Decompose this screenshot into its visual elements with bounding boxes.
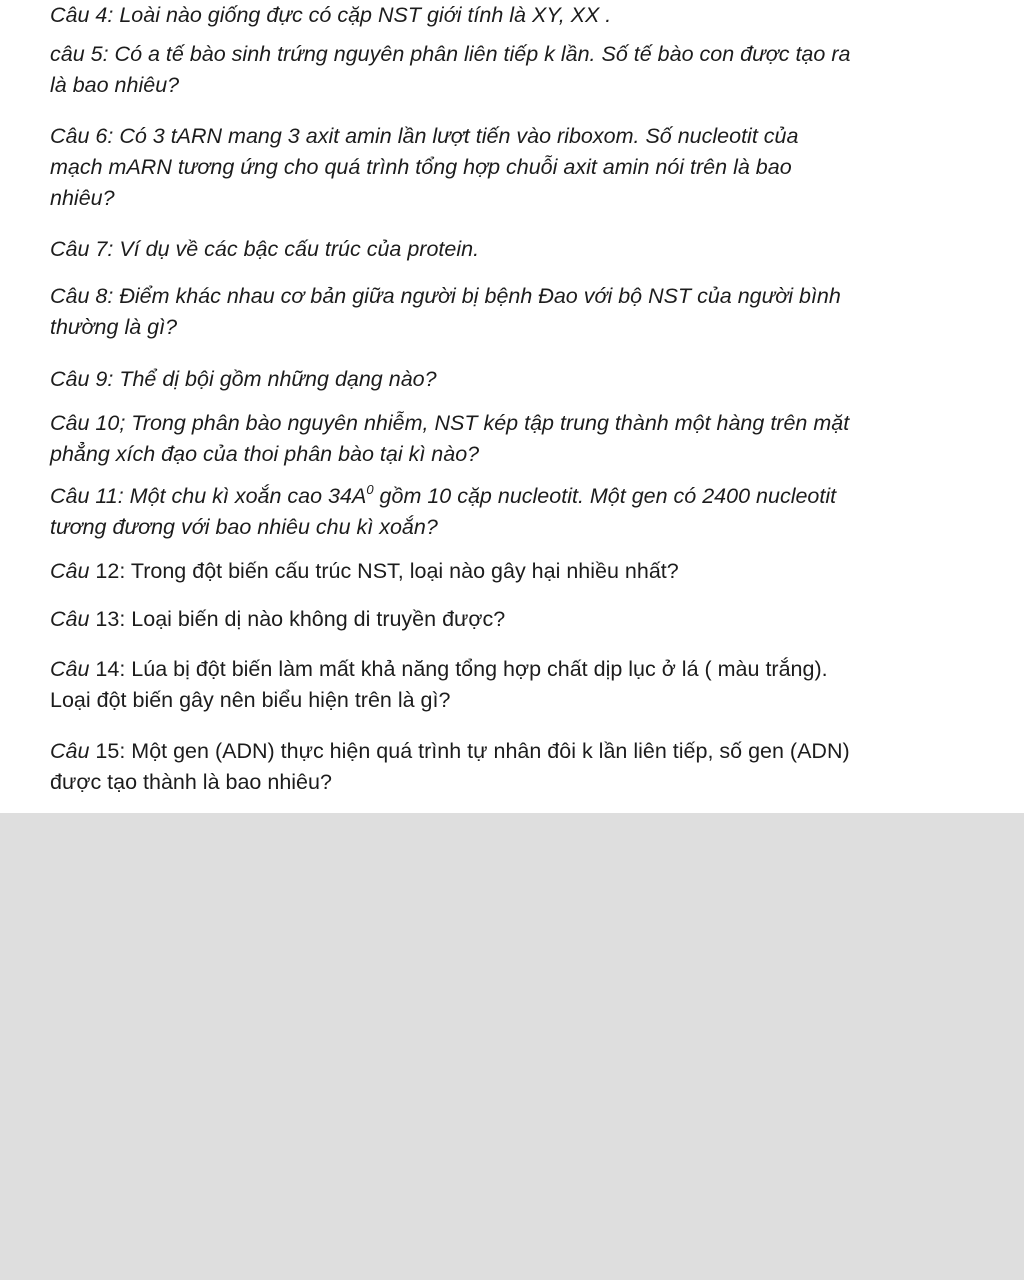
angstrom-superscript: 0 xyxy=(366,482,374,497)
question-12-line-1 xyxy=(50,556,960,587)
question-4 xyxy=(50,0,960,31)
question-8-line-1: Câu 8: Điểm khác nhau cơ bản giữa người bị bệnh Đao với bộ NST của người bình xyxy=(50,284,841,308)
question-15 xyxy=(50,736,960,798)
question-12-label: Câu xyxy=(50,559,90,583)
question-8-line-2: thường là gì? xyxy=(50,315,178,339)
question-9 xyxy=(50,364,960,395)
question-11-line-1 xyxy=(50,481,960,512)
question-5-line-1: câu 5: Có a tế bào sinh trứng nguyên phân liên tiếp k lần. Số tế bào con được tạo ra xyxy=(50,42,851,66)
question-15-text: 15: Một gen (ADN) thực hiện quá trình tự nhân đôi k lần liên tiếp, số gen (ADN) xyxy=(89,739,850,763)
question-8 xyxy=(50,281,960,343)
question-6-line-1: Câu 6: Có 3 tARN mang 3 axit amin lần lượt tiến vào riboxom. Số nucleotit của xyxy=(50,124,799,148)
question-13-text: 13: Loại biến dị nào không di truyền được? xyxy=(89,607,506,631)
question-13-line-1 xyxy=(50,604,960,635)
question-12 xyxy=(50,556,960,587)
question-7 xyxy=(50,234,960,265)
question-14-line-2: Loại đột biến gây nên biểu hiện trên là gì? xyxy=(50,688,451,712)
question-10 xyxy=(50,408,960,470)
question-7-line-1: Câu 7: Ví dụ về các bậc cấu trúc của protein. xyxy=(50,237,480,261)
question-6 xyxy=(50,121,960,214)
question-14-text: 14: Lúa bị đột biến làm mất khả năng tổng hợp chất dịp lục ở lá ( màu trắng). xyxy=(89,657,828,681)
question-14-line-1 xyxy=(50,654,960,685)
question-10-line-1: Câu 10; Trong phân bào nguyên nhiễm, NST kép tập trung thành một hàng trên mặt xyxy=(50,411,850,435)
question-10-line-2: phẳng xích đạo của thoi phân bào tại kì nào? xyxy=(50,442,480,466)
question-9-line-1: Câu 9: Thể dị bội gồm những dạng nào? xyxy=(50,367,437,391)
question-15-line-1 xyxy=(50,736,960,767)
question-11-text-before-unit: Câu 11: Một chu kì xoắn cao 34A xyxy=(50,484,367,508)
question-5-line-2: là bao nhiêu? xyxy=(50,73,180,97)
question-6-line-3: nhiêu? xyxy=(50,186,115,210)
question-6-line-2: mạch mARN tương ứng cho quá trình tổng hợp chuỗi axit amin nói trên là bao xyxy=(50,155,792,179)
question-13 xyxy=(50,604,960,635)
question-4-line-1: Câu 4: Loài nào giống đực có cặp NST giới tính là XY, XX . xyxy=(50,3,612,27)
question-12-text: 12: Trong đột biến cấu trúc NST, loại nào gây hại nhiều nhất? xyxy=(89,559,679,583)
question-15-label: Câu xyxy=(50,739,90,763)
question-13-label: Câu xyxy=(50,607,90,631)
question-15-line-2: được tạo thành là bao nhiêu? xyxy=(50,770,332,794)
question-14-label: Câu xyxy=(50,657,90,681)
question-5 xyxy=(50,39,960,101)
question-14 xyxy=(50,654,960,716)
question-11 xyxy=(50,481,960,543)
question-11-line-2: tương đương với bao nhiêu chu kì xoắn? xyxy=(50,515,438,539)
question-11-text-after-unit: gồm 10 cặp nucleotit. Một gen có 2400 nucleotit xyxy=(373,484,837,508)
